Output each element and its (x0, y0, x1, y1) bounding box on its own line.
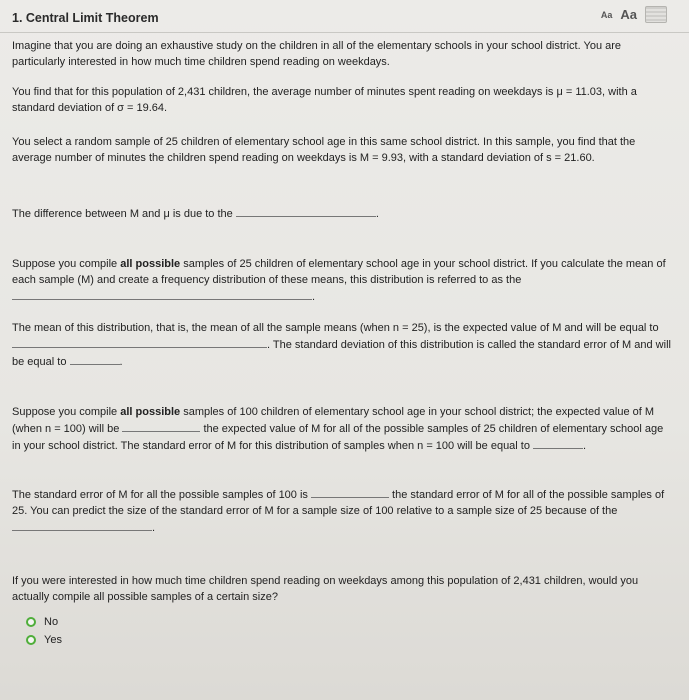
distribution-paragraph (12, 256, 672, 305)
samples-100-text-c: the expected value of M for all of the possible samples of 25 children of elementary school age in your school district. The standard error of M for this distribution of samples when n = 100 will be equal to (12, 423, 664, 452)
difference-paragraph (12, 205, 672, 222)
difference-text: The difference between M and μ is due to the (12, 208, 233, 220)
comparison-dropdown[interactable] (311, 486, 389, 498)
distribution-dropdown[interactable] (12, 288, 312, 300)
question-header (0, 0, 689, 33)
distribution-text-a: Suppose you compile (12, 258, 121, 270)
period: . (375, 208, 379, 220)
population-paragraph: You find that for this population of 2,431 children, the average number of minutes spent reading on weekdays is μ = 11.03, with a standard deviation of σ = 19.64. (12, 86, 637, 114)
standard-error-dropdown[interactable] (70, 353, 120, 365)
distribution-text-b: samples of 25 children of elementary school age in your school district. If you calculate the mean of each sample (M) and create a frequency distribution of these means, this distribution is referred to as the (12, 258, 666, 286)
notes-icon[interactable] (645, 6, 667, 23)
answer-option-yes[interactable] (26, 632, 62, 648)
period: . (152, 522, 156, 534)
font-size-controls (601, 6, 667, 23)
option-label-yes: Yes (44, 634, 62, 646)
option-label-no: No (44, 616, 59, 628)
comparison-text-b: the standard error of M for all of the possible samples of 25. You can predict the size of the standard error of M for a sample size of 100 relative to a sample size of 25 because of the (12, 489, 665, 517)
period: . (119, 356, 123, 368)
period: . (583, 440, 587, 452)
samples-100-text-b: samples of 100 children of elementary school age in your school district; the expected value of M (when n = 100) will be (12, 406, 655, 435)
expected-value-text-b: . The standard deviation of this distribution is called the standard error of M and will be equal to (12, 339, 671, 368)
comparison-text-a: The standard error of M for all the possible samples of 100 is (12, 489, 308, 501)
expected-value-text-a: The mean of this distribution, that is, the mean of all the sample means (when n = 25), is the expected value of M and will be equal to (12, 322, 659, 334)
radio-button-no[interactable] (26, 617, 36, 627)
comparison-paragraph (12, 486, 672, 536)
final-question-paragraph: If you were interested in how much time children spend reading on weekdays among this population of 2,431 children, would you actually compile all possible samples of a certain size? (12, 575, 639, 603)
expected-value-100-dropdown[interactable] (122, 420, 200, 432)
difference-dropdown[interactable] (236, 205, 376, 217)
samples-100-text-a: Suppose you compile (12, 406, 121, 418)
reason-dropdown[interactable] (12, 519, 152, 531)
intro-paragraph: Imagine that you are doing an exhaustive study on the children in all of the elementary schools in your school district. You are particularly interested in how much time children spend reading on weekdays. (12, 40, 622, 68)
decrease-font-button[interactable]: Aa (600, 9, 613, 20)
sample-paragraph: You select a random sample of 25 children of elementary school age in this same school district. In this sample, you find that the average number of minutes the children spend reading on weekdays is M = 9.93, with a standard deviation of s = 21.60. (12, 136, 636, 164)
samples-100-paragraph (12, 404, 672, 454)
radio-button-yes[interactable] (26, 635, 36, 645)
expected-value-paragraph (12, 320, 672, 370)
increase-font-button[interactable]: Aa (620, 7, 637, 22)
period: . (312, 291, 316, 303)
answer-option-no[interactable] (26, 614, 58, 630)
standard-error-100-dropdown[interactable] (533, 437, 583, 449)
question-title: 1. Central Limit Theorem (12, 11, 159, 25)
expected-value-dropdown[interactable] (12, 336, 267, 348)
samples-100-bold: all possible (120, 406, 181, 418)
distribution-bold: all possible (120, 258, 181, 270)
